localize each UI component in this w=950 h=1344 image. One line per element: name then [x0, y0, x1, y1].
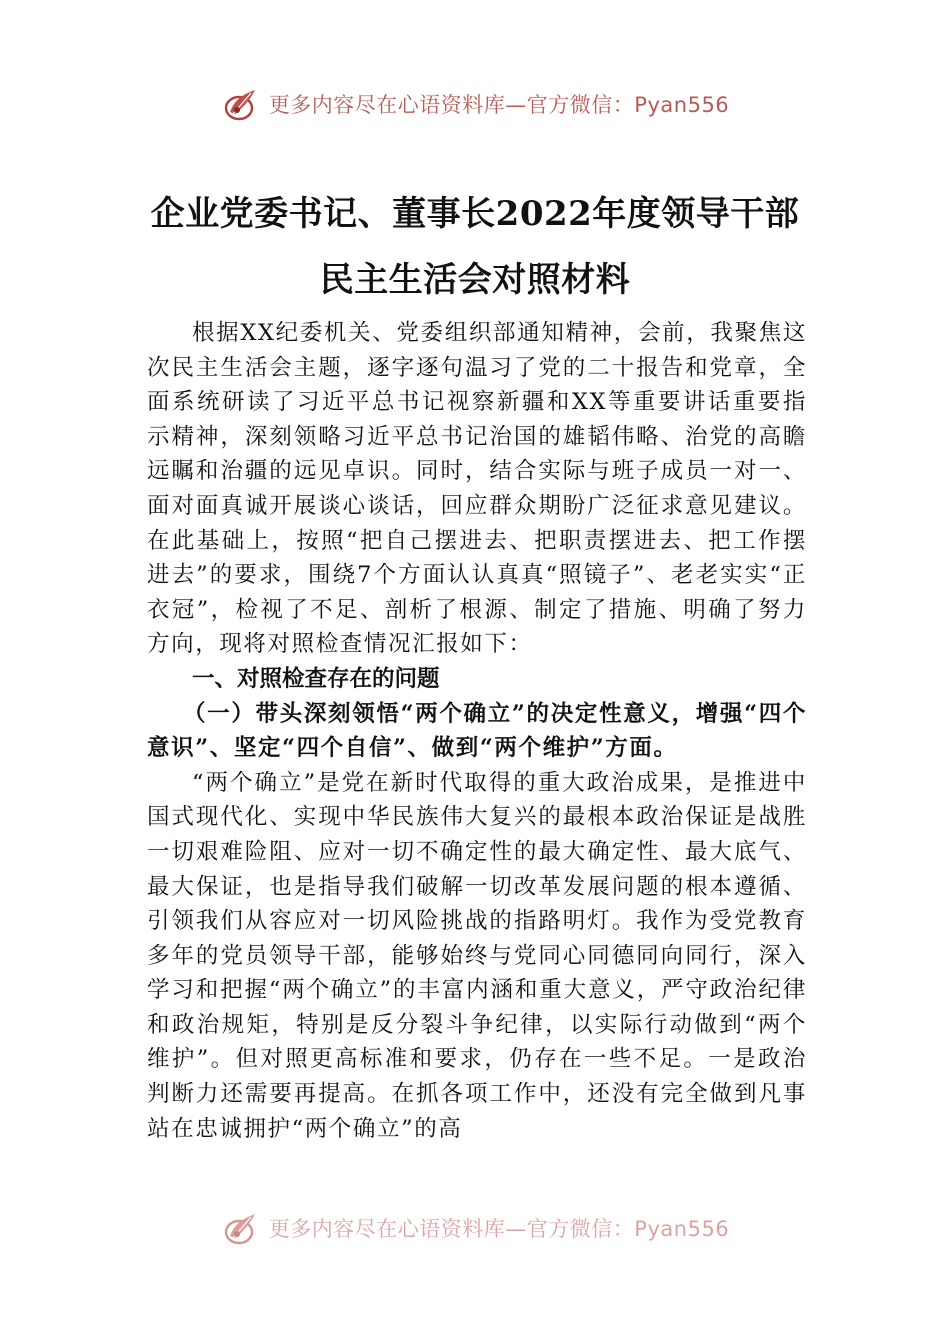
header-watermark — [0, 82, 950, 126]
scroll-logo-icon — [221, 1208, 261, 1248]
footer-watermark-text: 更多内容尽在心语资料库—官方微信：Pyan556 — [268, 1217, 730, 1241]
footer-watermark — [0, 1206, 950, 1250]
document-title-line-2: 民主生活会对照材料 — [319, 260, 631, 300]
header-watermark-text: 更多内容尽在心语资料库—官方微信：Pyan556 — [268, 93, 730, 117]
scroll-logo-icon — [221, 84, 261, 124]
subsection-heading: （一）带头深刻领悟“两个确立”的决定性意义，增强“四个意识”、坚定“四个自信”、做到“两个维护”方面。 — [147, 700, 807, 762]
subsection-paragraph: “两个确立”是党在新时代取得的重大政治成果，是推进中国式现代化、实现中华民族伟大复兴的最根本政治保证是战胜一切艰难险阻、应对一切不确定性的最大确定性、最大底气、最大保证，也是指导我们破解一切改革发展问题的根本遵循、引领我们从容应对一切风险挑战的指路明灯。我作为受党教育多年的党员领导干部，能够始终与党同心同德同向同行，深入学习和把握“两个确立”的丰富内涵和重大意义，严守政治纪律和政治规矩，特别是反分裂斗争纪律，以实际行动做到“两个维护”。但对照更高标准和要求，仍存在一些不足。一是政治判断力还需要再提高。在抓各项工作中，还没有完全做到凡事站在忠诚拥护“两个确立”的高 — [147, 769, 807, 1142]
document-body — [147, 316, 807, 1146]
intro-paragraph: 根据XX纪委机关、党委组织部通知精神，会前，我聚焦这次民主生活会主题，逐字逐句温习了党的二十报告和党章，全面系统研读了习近平总书记视察新疆和XX等重要讲话重要指示精神，深刻领略习近平总书记治国的雄韬伟略、治党的高瞻远瞩和治疆的远见卓识。同时，结合实际与班子成员一对一、面对面真诚开展谈心谈话，回应群众期盼广泛征求意见建议。在此基础上，按照“把自己摆进去、把职责摆进去、把工作摆进去”的要求，围绕7个方面认认真真“照镜子”、老老实实“正衣冠”，检视了不足、剖析了根源、制定了措施、明确了努力方向，现将对照检查情况汇报如下： — [147, 320, 807, 658]
section-heading: 一、对照检查存在的问题 — [192, 665, 440, 692]
document-title-line-1: 企业党委书记、董事长2022年度领导干部 — [150, 194, 800, 234]
